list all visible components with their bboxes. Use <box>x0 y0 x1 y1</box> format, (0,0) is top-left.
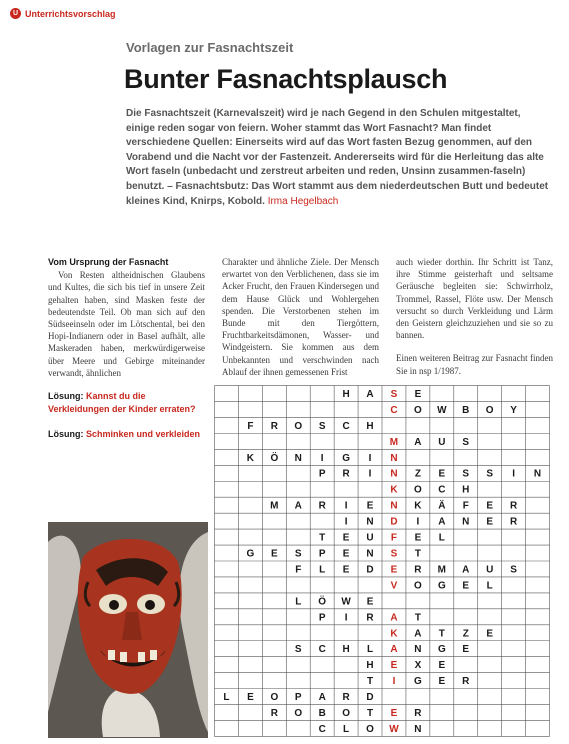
grid-letter: Z <box>462 628 469 640</box>
grid-letter: E <box>438 676 446 688</box>
grid-letter: F <box>462 500 469 512</box>
grid-letter: O <box>366 723 374 735</box>
grid-letter: R <box>414 564 422 576</box>
grid-letter: T <box>414 612 421 624</box>
grid-letter: E <box>342 532 350 544</box>
grid-letter: E <box>414 532 422 544</box>
solution-letter: N <box>390 452 398 464</box>
body-paragraph: Von Resten altheidnischen Glaubens und Kultes, die sich bis tief in unsere Zeit gehalten haben, sind Masken feste der bedeutendste Teil. Ob man sich auf den Südseeinseln oder im Lötschental, bei den Hopi-Indianern oder in Basel aufhält, alle Maskeraden haben, merkwürdigerweise über Meere und Gebirge miteinander verwandt, ähnlichen <box>48 270 205 378</box>
body-paragraph: auch wieder dorthin. Ihr Schritt ist Tanz, ihre Stimme geisterhaft und seltsame Geräusche begleiten sie: Schwirrholz, Trommel, Rassel, Flöte usw. Der Mensch versucht so durch Verkleidung und Lärm den Geistern gleichzuziehen und sie so zu bannen. <box>396 257 553 341</box>
solution-letter: N <box>390 500 398 512</box>
solution-letter: C <box>390 404 398 416</box>
grid-letter: A <box>462 564 470 576</box>
grid-letter: I <box>368 452 372 464</box>
author-name: Irma Hegelbach <box>267 195 339 207</box>
solution-letter: S <box>390 388 398 400</box>
grid-letter: L <box>319 564 326 576</box>
grid-letter: R <box>510 500 518 512</box>
grid-letter: E <box>438 468 446 480</box>
body-column-1 <box>48 256 205 379</box>
grid-letter: M <box>270 500 279 512</box>
section-badge: U <box>10 8 21 19</box>
grid-letter: P <box>318 612 326 624</box>
solution-letter: W <box>389 723 399 735</box>
grid-letter: X <box>414 660 422 672</box>
grid-letter: O <box>270 692 279 704</box>
grid-letter: T <box>366 708 374 720</box>
grid-letter: B <box>318 708 326 720</box>
grid-letter: O <box>414 404 422 416</box>
grid-letter: R <box>462 676 470 688</box>
grid-letter: R <box>318 500 326 512</box>
grid-letter: K <box>246 452 254 464</box>
solution-letter: E <box>390 708 398 720</box>
grid-letter: E <box>342 548 350 560</box>
crossword-grid <box>214 384 550 738</box>
grid-letter: P <box>294 692 302 704</box>
grid-letter: R <box>414 708 422 720</box>
answer-text: Schminken und verkleiden <box>86 429 201 439</box>
question-text: Kannst du die Verkleidungen der Kinder erraten? <box>48 391 196 414</box>
grid-letter: R <box>510 516 518 528</box>
grid-letter: R <box>342 468 350 480</box>
grid-letter: I <box>368 468 372 480</box>
grid-letter: P <box>318 468 326 480</box>
grid-letter: A <box>414 436 422 448</box>
grid-letter: E <box>462 644 470 656</box>
grid-letter: A <box>366 388 374 400</box>
grid-letter: O <box>342 708 350 720</box>
grid-letter: F <box>247 420 254 432</box>
grid-letter: L <box>438 532 445 544</box>
solution-letter: K <box>390 484 398 496</box>
grid-letter: H <box>462 484 470 496</box>
grid-letter: A <box>414 628 422 640</box>
grid-letter: G <box>437 644 446 656</box>
section-tag <box>10 8 116 19</box>
body-column-2 <box>222 256 379 379</box>
solution-letter: E <box>390 660 398 672</box>
grid-letter: N <box>414 723 422 735</box>
grid-letter: Z <box>414 468 421 480</box>
puzzle-question <box>48 390 208 415</box>
grid-letter: O <box>485 404 494 416</box>
grid-letter: I <box>320 452 324 464</box>
grid-letter: E <box>247 692 254 704</box>
grid-letter: A <box>438 516 446 528</box>
fasnacht-mask-image <box>48 522 208 738</box>
grid-letter: E <box>270 548 278 560</box>
solution-letter: D <box>390 516 398 528</box>
grid-letter: R <box>270 708 278 720</box>
grid-letter: N <box>414 644 422 656</box>
solution-letter: K <box>390 628 398 640</box>
grid-letter: N <box>366 548 374 560</box>
grid-letter: L <box>486 580 493 592</box>
grid-letter: I <box>344 612 348 624</box>
grid-letter: L <box>366 644 374 656</box>
grid-letter: G <box>246 548 255 560</box>
grid-letter: D <box>366 564 374 576</box>
grid-letter: E <box>486 628 494 640</box>
grid-letter: I <box>344 516 348 528</box>
grid-letter: H <box>366 660 374 672</box>
grid-letter: Ö <box>318 596 327 608</box>
grid-letter: I <box>512 468 515 480</box>
article-lead <box>126 107 552 209</box>
solution-letter: S <box>390 548 398 560</box>
puzzle-answer <box>48 428 208 441</box>
article-subheading: Vom Ursprung der Fasnacht <box>48 257 169 267</box>
solution-letter: V <box>390 580 398 592</box>
grid-letter: S <box>294 644 302 656</box>
grid-letter: E <box>438 660 446 672</box>
grid-letter: S <box>294 548 302 560</box>
grid-letter: S <box>462 436 470 448</box>
grid-letter: U <box>486 564 494 576</box>
grid-letter: E <box>486 516 494 528</box>
body-paragraph: Charakter und ähnliche Ziele. Der Mensch erwartet von den Verblichenen, dass sie im Acker Frucht, den Frauen Kindersegen und dem Hause Glück und Wohlergehen spenden. Die Verstorbenen stehen im Bunde mit den Tiergöttern, Fruchtbarkeitsdämonen, Wasser- und Windgeistern. Sie kommen aus dem Unbekannten und verschwinden nach Ablauf der ihnen gemessenen Frist <box>222 257 379 377</box>
grid-letter: C <box>438 484 446 496</box>
grid-letter: C <box>318 644 326 656</box>
grid-letter: Y <box>510 404 517 416</box>
answer-label: Lösung: <box>48 429 84 439</box>
grid-letter: N <box>462 516 470 528</box>
grid-letter: B <box>462 404 470 416</box>
grid-letter: S <box>462 468 470 480</box>
grid-letter: W <box>437 404 447 416</box>
grid-letter: T <box>438 628 445 640</box>
solution-letter: F <box>390 532 398 544</box>
grid-letter: C <box>342 420 350 432</box>
grid-letter: L <box>343 723 350 735</box>
article-kicker: Vorlagen zur Fasnachtszeit <box>126 40 294 55</box>
section-label: Unterrichtsvorschlag <box>25 8 116 19</box>
grid-letter: T <box>366 676 374 688</box>
solution-letter: I <box>392 676 396 688</box>
question-label: Lösung: <box>48 391 84 401</box>
grid-letter: O <box>294 420 303 432</box>
grid-letter: K <box>414 500 422 512</box>
solution-letter: A <box>390 644 398 656</box>
lead-text: Die Fasnachtszeit (Karnevalszeit) wird je nach Gegend in den Schulen mitgestaltet, einige reden sogar von feiern. Woher stammt das Wort Fasnacht? Man findet verschiedene Quellen: Einerseits wird auf das Wort fasten Bezug genommen, auf den Vorabend und die Nacht vor der Fastenzeit. Andererseits wird für die Herleitung das alte Wort faseln (unbedacht und zerstreut arbeiten und reden, Unsinn zusammen-faseln) benutzt. – Fasnachtsbutz: Das Wort stammt aus dem niederdeutschen Butt und bedeutet kleines Kind, Knirps, Kobold. <box>126 108 549 207</box>
grid-letter: R <box>270 420 278 432</box>
grid-letter: U <box>366 532 374 544</box>
article-body <box>48 256 553 379</box>
grid-letter: E <box>342 564 350 576</box>
grid-letter: Ö <box>270 452 279 464</box>
grid-letter: F <box>295 564 302 576</box>
article-headline: Bunter Fasnachtsplausch <box>124 64 448 94</box>
grid-letter: P <box>318 548 326 560</box>
grid-letter: I <box>416 516 420 528</box>
solution-letter: M <box>389 436 399 448</box>
grid-letter: G <box>342 452 350 464</box>
grid-letter: E <box>462 580 470 592</box>
grid-letter: S <box>510 564 517 576</box>
crossword-svg <box>214 384 550 738</box>
grid-letter: O <box>294 708 303 720</box>
grid-letter: T <box>319 532 326 544</box>
solution-letter: E <box>390 564 398 576</box>
mask-photo <box>48 522 208 738</box>
grid-letter: H <box>366 420 374 432</box>
grid-letter: L <box>223 692 230 704</box>
solution-letter: A <box>390 612 398 624</box>
reference-note: Einen weiteren Beitrag zur Fasnacht finden Sie in nsp 1/1987. <box>396 353 553 376</box>
grid-letter: N <box>294 452 302 464</box>
grid-letter: O <box>414 484 422 496</box>
grid-letter: G <box>437 580 446 592</box>
grid-letter: D <box>366 692 374 704</box>
grid-letter: W <box>341 596 351 608</box>
grid-letter: E <box>366 596 374 608</box>
grid-letter: R <box>342 692 350 704</box>
grid-letter: H <box>342 388 350 400</box>
grid-letter: A <box>294 500 302 512</box>
grid-letter: R <box>366 612 374 624</box>
grid-letter: N <box>366 516 374 528</box>
grid-letter: E <box>486 500 494 512</box>
grid-letter: C <box>318 723 326 735</box>
grid-letter: L <box>295 596 302 608</box>
grid-letter: E <box>414 388 422 400</box>
grid-letter: T <box>414 548 421 560</box>
grid-letter: E <box>366 500 374 512</box>
grid-letter: N <box>533 468 542 480</box>
grid-letter: I <box>344 500 348 512</box>
grid-letter: O <box>414 580 422 592</box>
grid-letter: M <box>437 564 446 576</box>
grid-letter: S <box>318 420 326 432</box>
grid-letter: G <box>414 676 422 688</box>
grid-letter: U <box>438 436 446 448</box>
solution-letter: N <box>390 468 398 480</box>
body-column-3 <box>396 256 553 379</box>
grid-letter: S <box>486 468 494 480</box>
grid-letter: A <box>318 692 326 704</box>
grid-letter: H <box>342 644 350 656</box>
grid-letter: Ä <box>438 500 446 512</box>
